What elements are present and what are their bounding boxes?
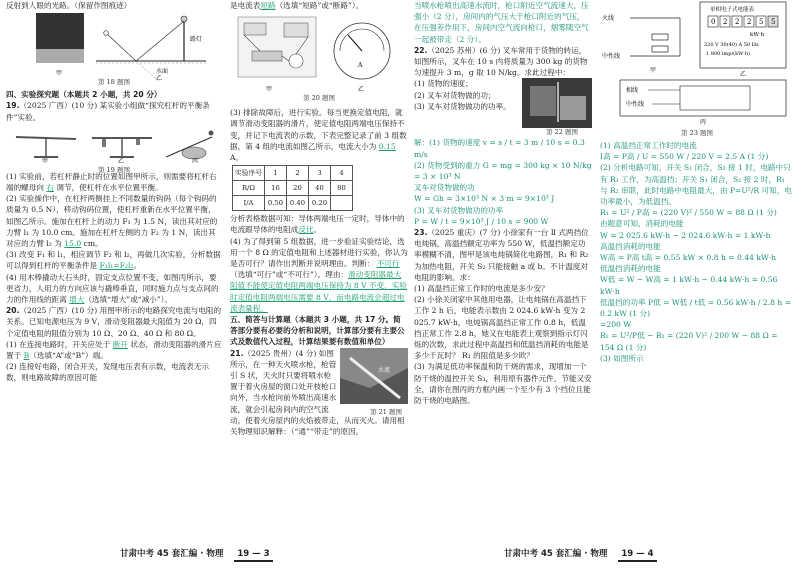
table-cell: 0.50 bbox=[265, 196, 287, 211]
fig19-drawing bbox=[6, 123, 222, 163]
svg-text:A: A bbox=[358, 62, 363, 70]
q20-part4-answer: 不可行 bbox=[376, 259, 400, 269]
q21-number: 21. bbox=[230, 348, 244, 358]
q21-block bbox=[230, 348, 408, 438]
q19-part2: (2) 实验操作中，在杠杆两侧挂上不同数量的钩码（每个钩码的质量为 0.5 N），移动钩码位置，使杠杆重新在水平位置平衡，如图乙所示。施加在杠杆上的动力 F₁ 为 1.5 N，读出其对应的力臂 l₁ 为 10.0 cm。施加在杠杆左侧的力 F₂ 为 1 N，读出其对应的力臂 l₂ 为 15.0 cm。 bbox=[6, 194, 218, 249]
fig21-photo bbox=[340, 348, 408, 410]
table-row bbox=[233, 181, 353, 196]
column-4 bbox=[600, 0, 794, 547]
fig21-label: 水流 bbox=[378, 366, 391, 374]
q23-solution-line: W高 = P高 t高 = 0.55 kW × 0.8 h = 0.44 kW·h bbox=[600, 253, 777, 263]
meter-digit: 2 bbox=[747, 18, 752, 26]
q20-part1-answer2: B bbox=[23, 351, 30, 361]
fig18-sub-a: 甲 bbox=[56, 70, 63, 78]
q22-answer-2c: W = Gh = 3×10³ N × 3 m = 9×10³ J bbox=[414, 194, 555, 204]
q23-solution-line: 由题意可知，消耗的电能 bbox=[600, 219, 684, 229]
q20-number: 20. bbox=[6, 306, 20, 316]
fig23 bbox=[600, 0, 794, 140]
fig18-label-lamp: 路灯 bbox=[190, 36, 203, 44]
q19-part1: (1) 实验前，若杠杆静止时的位置如图甲所示，则需要将杠杆右端的螺母向 右 调节，使杠杆在水平位置平衡。 bbox=[6, 171, 217, 193]
q22-answer-3: (3) 叉车对货物做功的功率 bbox=[414, 205, 504, 215]
q23-solution-line: (1) 高温挡正常工作时的电流 bbox=[600, 141, 697, 150]
footer-right bbox=[504, 549, 657, 567]
table-cell: 16 bbox=[265, 181, 287, 196]
q19-part3: (3) 改变 F₁ 和 l₁，相应调节 F₂ 和 l₂，再做几次实验，分析数据可以得到杠杆的平衡条件是 F₁l₁=F₂l₂。 bbox=[6, 250, 221, 271]
q19-part4-answer: 增大 bbox=[69, 295, 85, 305]
fig23-drawing bbox=[600, 0, 794, 130]
fig18-sub-b: 乙 bbox=[156, 75, 163, 82]
fig18-photo-water bbox=[36, 49, 84, 63]
section-4-heading: 四、实验探究题（本题共 2 小题，共 20 分） bbox=[6, 90, 162, 100]
fig23-sub-b: 乙 bbox=[740, 71, 747, 78]
q20-part2-answer: 短路 bbox=[260, 1, 276, 10]
fig19-label-a: 甲 bbox=[42, 157, 49, 163]
fig19 bbox=[6, 123, 222, 175]
fig23-box-live: 相线 bbox=[626, 87, 639, 94]
meter-title: 单相电子式电能表 bbox=[710, 7, 755, 13]
q22-stem-text: （2025 苏州）(6 分) 叉车常用于货物的转运，如图所示，叉车在 10 s 内将质量为 300 kg 的货物匀速提升 3 m，g 取 10 N/kg。求此过程中： bbox=[414, 45, 588, 78]
q23-solution bbox=[600, 140, 794, 364]
q23-solution-line: (3) 如图所示 bbox=[600, 353, 644, 363]
q21-answer: 当喷水枪喷出高速水流时，枪口附近空气流速大，压强小（2 分），房间内的气压大于枪口附近的气压，在压强差作用下，房间内空气流向枪口，烟雾随空气一起被带走（2 分）。 bbox=[414, 1, 589, 44]
q20-part1: (1) 在连接电路时，开关应处于 断开 状态，滑动变阻器的滑片应置于 B（选填“A”或“B”）端。 bbox=[6, 339, 222, 361]
section-5-heading: 五、简答与计算题（本题共 3 小题，共 17 分。简答部分要有必要的分析和说明，计算部分要有主要公式及数值代入过程，计算结果要有数值和单位） bbox=[230, 315, 405, 347]
fig23-caption: 第 23 题图 bbox=[681, 129, 713, 138]
q20-part3: (3) 排除故障后，进行实验。每当更换定值电阻，就调节滑动变阻器的滑片，使定值电阻两端电压保持不变，并记下电流表的示数，下表完整记录了前 3 组数据，第 4 组的电流如图乙所示，电流大小为 0.15 A。 bbox=[230, 108, 407, 163]
q22-answer-1: 解：(1) 货物的速度 v = s / t = 3 m / 10 s = 0.3 m/s bbox=[414, 138, 585, 159]
table-row bbox=[233, 196, 353, 211]
q23-solution-line: I高 = P高 / U = 550 W / 220 V = 2.5 A (1 分) bbox=[600, 152, 769, 162]
footer-left bbox=[120, 549, 273, 567]
q22-sub2: (2) 叉车对货物做的功； bbox=[414, 90, 496, 100]
fig20-label-b: 乙 bbox=[358, 86, 365, 94]
q23-solution-line: =200 W bbox=[600, 320, 632, 330]
table-row bbox=[233, 166, 353, 181]
fig23-box-neutral: 中性线 bbox=[626, 101, 645, 108]
table-cell: 40 bbox=[309, 181, 331, 196]
column-1 bbox=[6, 0, 222, 547]
q20-analysis: 分析表格数据可知：导体两端电压一定时，导体中的电流跟导体的电阻成反比。 bbox=[230, 214, 405, 235]
table-cell: 0.40 bbox=[287, 196, 309, 211]
table-cell: 0.20 bbox=[309, 196, 331, 211]
footer-right-page: 19 — 4 bbox=[618, 549, 656, 562]
footer-left-title: 甘肃中考 45 套汇编 · 物理 bbox=[120, 549, 224, 559]
table-cell bbox=[331, 196, 353, 211]
q23-solution-line: (2) 分析电路可知，开关 S₁ 闭合，S₂ 接 1 时，电路中只有 R₁ 工作，为高温挡；开关 S₁ 闭合，S₂ 接 2 时，R₁ 与 R₂ 串联，此时电路中电阻最大，由 P=U²/R 可知，电功率最小，为低温挡。 bbox=[600, 163, 792, 207]
q20-part1-answer: 断开 bbox=[112, 339, 128, 349]
meter-digit: 0 bbox=[711, 18, 716, 26]
meter-spec2: 1 800 imp/(kW·h) bbox=[706, 51, 751, 57]
table-cell: 2 bbox=[287, 166, 309, 181]
q20-analysis-answer: 反比 bbox=[298, 225, 314, 235]
q23-solution-line: 低温挡消耗的电能 bbox=[600, 264, 661, 274]
meter-spec1: 220 V 30(40) A 50 Hz bbox=[704, 42, 759, 48]
column-3 bbox=[414, 0, 592, 547]
q20-stem bbox=[6, 305, 222, 339]
column-2 bbox=[230, 0, 408, 547]
fig19-caption: 第 19 题图 bbox=[98, 166, 130, 175]
table-cell: R/Ω bbox=[233, 181, 265, 196]
fig23-label-live: 火线 bbox=[602, 15, 615, 22]
table-cell: 1 bbox=[265, 166, 287, 181]
q21-stem-text: （2025 贵州）(4 分) 如图所示，在一种天火喷水枪，枪管引 S 状，天火时只要将喷水枪置于着火房屋的窗口处开枝枪口向外，当水枪向前外喷出高速水流，就会引起房间内的空气流动，使着火房屋内的火焰被带走，从而灭火。请用相关物理知识解释：（“通”“带走”的原因。 bbox=[230, 348, 405, 437]
meter-digit: 5 bbox=[759, 18, 764, 26]
q18-intro: 反射到人眼的光路。（保留作图痕迹） bbox=[6, 1, 132, 10]
q22-answer-3b: P = W / t = 9×10³ J / 10 s = 900 W bbox=[414, 216, 549, 226]
fig23-sub-c: 丙 bbox=[700, 119, 707, 126]
q20-part2: (2) 连接好电路，闭合开关，发现电压表有示数，电流表无示数，则电路故障的原因可能 bbox=[6, 362, 210, 383]
table-cell: I/A bbox=[233, 196, 265, 211]
q22-sub3: (3) 叉车对货物做功的功率。 bbox=[414, 101, 511, 111]
q22-sub1: (1) 货物的速度； bbox=[414, 79, 473, 89]
q23-sub2: (2) 小徐关闭家中其他用电器，让电炖锅在高温挡下工作 2 h 后，电能表示数由 2 024.6 kW·h 变为 2 025.7 kW·h，电炖锅高温挡正常工作 0.8 h，低温挡正常工作 2.8 h，她又在电能表上观察到指示灯闪烁的次数，求此过程中高温挡和低温挡消耗的电能是多少千瓦时？ R₁ 的阻值是多少欧？ bbox=[414, 295, 589, 361]
q19-stem-text: （2025 广西）(10 分) 某实验小组做“探究杠杆的平衡条件”实验。 bbox=[6, 101, 210, 122]
q19-part3-answer: F₁l₁=F₂l₂ bbox=[99, 261, 134, 271]
q23-stem-text: （2025 重庆）(7 分) 小徐家有一台 Ⅱ 式两挡位电炖锅，高温挡额定功率为 550 W，低温挡额定功率模糊不清，图甲是该电炖锅简化电路图，R₁ 和 R₂ 为加热电阻，开关 S₂ 只能接触 a 或 b。不计温度对电阻的影响。求： bbox=[414, 228, 589, 282]
q20-part4: (4) 为了得到第 5 组数据，进一步验证实验结论，选用一个 8 Ω 的定值电阻和上述器材进行实验，你认为是否可行？请作出判断并说明理由。判断： 不可行（选填“可行”或“不可行”）。理由：滑动变阻器最大阻值不能使定值电阻两端电压保持为 8 V 不变，实验时定值电阻两端电压需要 8 V，而电路电流会超过电流表量程。 bbox=[230, 236, 408, 313]
fig18 bbox=[6, 11, 222, 89]
q22-stem bbox=[414, 45, 592, 79]
meter-digit: 2 bbox=[723, 18, 728, 26]
q19-part2-answer: 15.0 bbox=[64, 239, 82, 249]
q23-number: 23. bbox=[414, 228, 428, 238]
q23-solution-line: W低 = W − W高 = 1 kW·h − 0.44 kW·h = 0.56 kW·h bbox=[600, 275, 778, 296]
footer-left-page: 19 — 3 bbox=[234, 549, 272, 562]
fig18-label-water: 水面 bbox=[156, 68, 169, 76]
q20-part4-reason: 滑动变阻器最大阻值不能使定值电阻两端电压保持为 8 V 不变，实验时定值电阻两端电压需要 8 V，而电路电流会超过电流表量程。 bbox=[230, 270, 408, 313]
q22-answer-2b: 叉车对货物做的功 bbox=[414, 183, 475, 193]
meter-digit: 2 bbox=[735, 18, 740, 26]
q23-stem bbox=[414, 227, 592, 283]
q22-subquestions bbox=[414, 78, 592, 137]
q19-part4: (4) 用木棒撬动大石头时，固定支点位置不变，如图丙所示，要更省力，人用力的方向应该与撬棒垂直，同时施力点与支点间的力的作用线的距离 增大（选填“增大”或“减小”）。 bbox=[6, 272, 219, 305]
table-cell: 20 bbox=[287, 181, 309, 196]
fig22-caption: 第 22 题图 bbox=[546, 128, 578, 137]
table-cell: 实验序号 bbox=[233, 166, 265, 181]
q23-solution-line: W = 2 025.6 kW·h − 2 024.6 kW·h = 1 kW·h bbox=[600, 230, 771, 240]
q23-sub3: (3) 为满足低功率保温和防干烧的需求，现增加一个防干烧的温控开关 S₃，利用原有器件元件，节能又安全，请你在图丙的方框内画一个至少有 3 个挡位且能防干烧的电路图。 bbox=[414, 362, 592, 406]
fig20-drawing bbox=[230, 11, 408, 97]
q22-number: 22. bbox=[414, 45, 428, 55]
q19-number: 19. bbox=[6, 101, 20, 111]
q20-part3-answer: 0.15 bbox=[378, 141, 396, 151]
q19-stem bbox=[6, 100, 222, 122]
fig19-label-b: 乙 bbox=[118, 157, 125, 163]
q20-data-table bbox=[232, 165, 353, 211]
q23-solution-line: R₁ = U² / P高 = (220 V)² / 550 W = 88 Ω (1 分) bbox=[600, 208, 777, 218]
meter-digit: 5 bbox=[771, 18, 776, 26]
fig20-label-a: 甲 bbox=[266, 86, 273, 94]
q20-part2-cont: 是电流表短路（选填“短路”或“断路”）。 bbox=[230, 1, 364, 10]
q23-solution-line: 高温挡消耗的电能 bbox=[600, 241, 661, 251]
fig19-label-c: 丙 bbox=[192, 157, 199, 163]
q20-stem-text: （2025 广西）(10 分) 用图甲所示的电路探究电流与电阻的关系。已知电源电压为 9 V，滑动变阻器最大阻值为 20 Ω，四个定值电阻的阻值分别为 10 Ω、20 Ω、40 Ω 和 80 Ω。 bbox=[6, 306, 222, 338]
table-cell: 3 bbox=[309, 166, 331, 181]
q23-sub1: (1) 高温挡正常工作时的电流是多少安？ bbox=[414, 284, 549, 294]
fig20 bbox=[230, 11, 408, 107]
fig21-caption: 第 21 题图 bbox=[370, 407, 402, 416]
q23-solution-line: R₂ = U²/P低 − R₁ = (220 V)² / 200 W − 88 Ω = 154 Ω (1 分) bbox=[600, 331, 778, 352]
table-cell: 80 bbox=[331, 181, 353, 196]
fig23-label-neutral: 中性线 bbox=[602, 53, 621, 60]
meter-unit: kW·h bbox=[750, 32, 765, 38]
fig22-photo bbox=[522, 78, 592, 128]
q19-part1-answer: 右 bbox=[46, 183, 54, 193]
fig18-caption: 第 18 题图 bbox=[98, 78, 130, 87]
table-cell: 4 bbox=[331, 166, 353, 181]
q23-solution-line: 低温挡的功率 P低 = W低 / t低 = 0.56 kW·h / 2.8 h = 0.2 kW (1 分) bbox=[600, 297, 792, 319]
fig23-sub-a: 甲 bbox=[650, 67, 657, 74]
fig18-drawing bbox=[6, 11, 222, 81]
fig20-caption: 第 20 题图 bbox=[303, 94, 335, 103]
footer-right-title: 甘肃中考 45 套汇编 · 物理 bbox=[504, 549, 608, 559]
q22-answer-2: (2) 货物受到的重力 G = mg = 300 kg × 10 N/kg = 3 × 10³ N bbox=[414, 160, 592, 182]
